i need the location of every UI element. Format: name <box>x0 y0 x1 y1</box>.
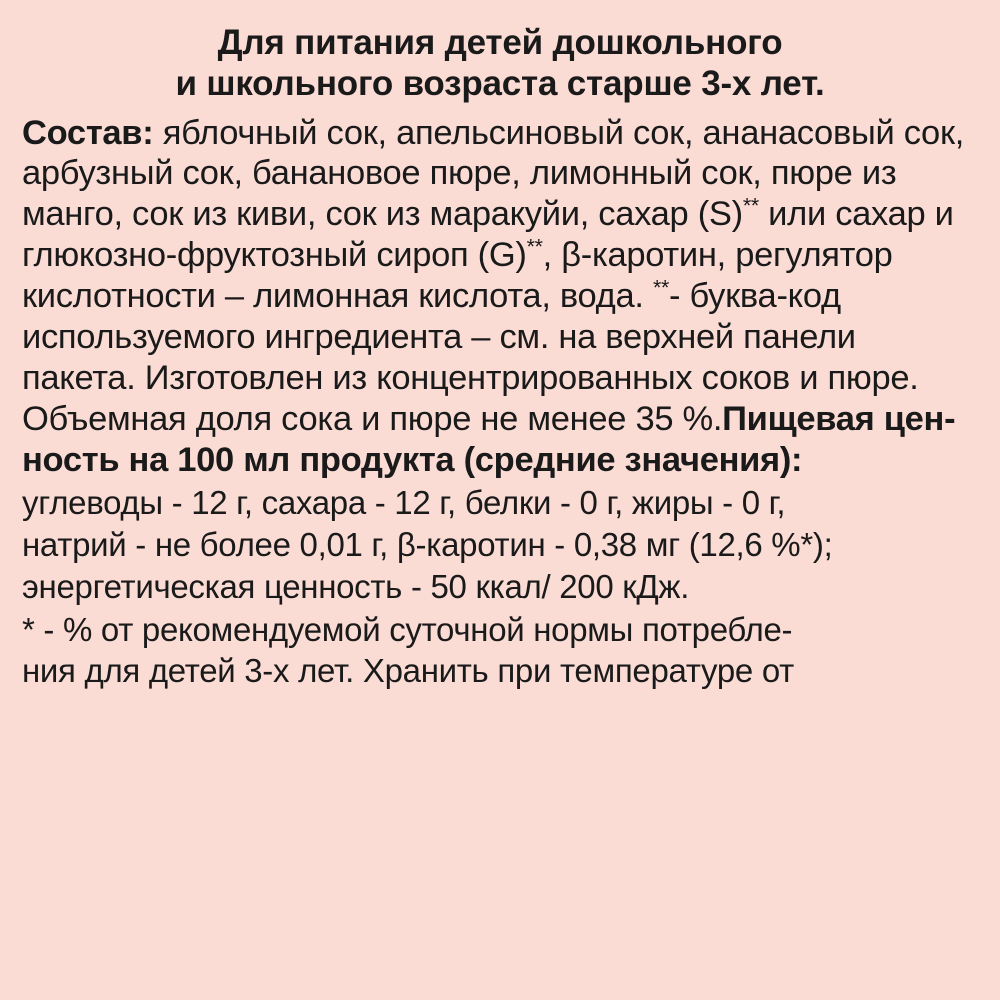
nutrition-title-line-1: Пищевая цен- <box>722 399 956 438</box>
nutrition-values <box>22 482 978 608</box>
heading-line-2: и школьного возраста старше 3-х лет. <box>175 64 825 104</box>
nutrition-row: энергетическая ценность - 50 ккал/ 200 кДж. <box>22 568 690 606</box>
heading-line-1: Для питания детей дошкольного <box>217 23 783 62</box>
footnote-marker-1: ** <box>742 193 759 218</box>
page-title <box>22 22 978 105</box>
footnote-marker-3: ** <box>652 275 669 300</box>
nutrition-row: углеводы - 12 г, сахара - 12 г, белки - 0 г, жиры - 0 г, <box>22 484 786 522</box>
ingredients-text-part-3: , β-каротин, регулятор кислотности – лимонная кислота, вода. <box>22 236 893 316</box>
ingredients-paragraph <box>22 113 978 481</box>
ingredients-text-part-2: или сахар и глюкозно-фруктозный сироп (G) <box>22 195 954 275</box>
footnote-marker-2: ** <box>526 234 543 259</box>
footnote-line-2: ния для детей 3-х лет. Хранить при температуре от <box>22 652 794 690</box>
nutrition-row: натрий - не более 0,01 г, β-каротин - 0,38 мг (12,6 %*); <box>22 526 833 564</box>
ingredients-text-part-4: - буква-код используемого ингредиента – см. на верхней панели пакета. Изготовлен из концентрированных соков и пюре. Объемная доля сока и пюре не менее 35 %. <box>22 277 919 438</box>
ingredients-text-part-1: яблочный сок, апельсиновый сок, ананасовый сок, арбузный сок, банановое пюре, лимонный сок, пюре из манго, сок из киви, сок из маракуйи, сахар (S) <box>22 113 965 234</box>
nutrition-title-line-2: ность на 100 мл продукта (средние значения): <box>22 440 803 479</box>
ingredients-label: Состав: <box>22 113 154 152</box>
footnote-line-1: * - % от рекомендуемой суточной нормы потребле- <box>22 611 793 649</box>
footnote-block <box>22 609 978 692</box>
